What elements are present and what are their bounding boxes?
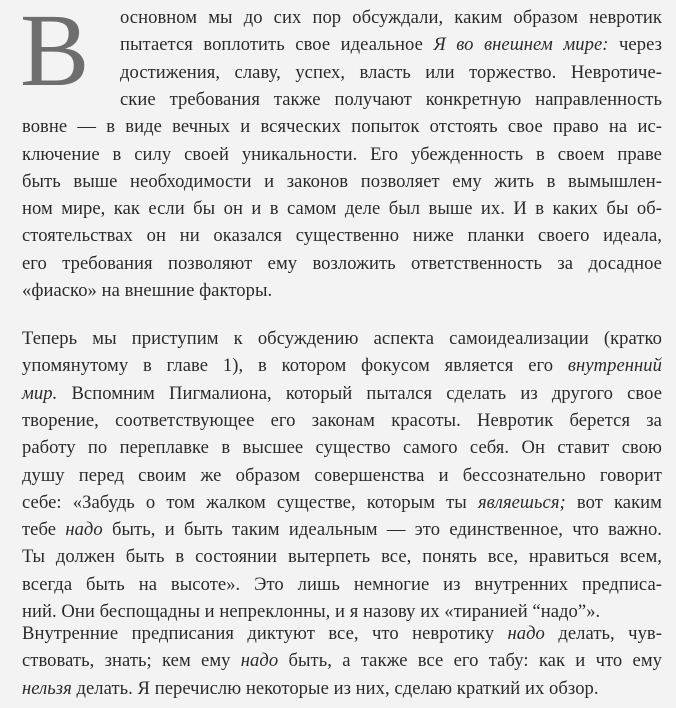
text-line: душу перед своим же образом совершенства и бессознательно говорит — [22, 464, 662, 486]
italic-text: являешься; — [477, 491, 566, 513]
italic-text: мир. — [22, 382, 58, 404]
italic-text: нельзя — [22, 677, 72, 699]
text-line: нельзя делать. Я перечислю некоторые из них, сделаю краткий их обзор. — [22, 677, 599, 699]
text-line: мир. Вспомним Пигмалиона, который пытался сделать из другого свое — [22, 382, 662, 404]
text-line: Теперь мы приступим к обсуждению аспекта самоидеализации (кратко — [22, 328, 662, 349]
text-line: творение, соответствующее его законам красоты. Невротик берется за — [22, 409, 662, 431]
text-line: тебе надо быть, и быть таким идеальным — это единственное, что важно. — [22, 519, 662, 541]
text-line: пытается воплотить свое идеальное Я во внешнем мире: через — [120, 34, 663, 56]
italic-text: надо — [65, 519, 103, 541]
text-line: ские требования также получают конкретную направленность — [120, 88, 662, 110]
text-line: работу по переплавке в высшее существо самого себя. Он ставит свою — [22, 437, 662, 459]
text-line: ствовать, знать; кем ему надо быть, а также все его табу: как и что ему — [22, 650, 662, 672]
text-line: «фиаско» на внешние факторы. — [22, 280, 273, 301]
text-line: ний. Они беспощадны и непреклонны, и я назову их «тиранией “надо”». — [22, 601, 601, 622]
italic-text: надо — [240, 650, 279, 672]
text-line: достижения, славу, успех, власть или торжество. Невротиче- — [120, 61, 662, 83]
text-line: всегда быть на высоте». Это лишь немногие из внутренних предписа- — [22, 573, 662, 595]
italic-text: надо — [507, 623, 545, 644]
text-line: Внутренние предписания диктуют все, что невротику надо делать, чув- — [22, 623, 662, 644]
text-line: его требования позволяют ему возложить ответственность за досадное — [22, 252, 662, 274]
text-line: себе: «Забудь о том жалком существе, которым ты являешься; вот каким — [22, 491, 662, 513]
text-line: Ты должен быть в состоянии вытерпеть все, понять все, нравиться всем, — [22, 546, 662, 568]
drop-cap-letter: В — [20, 0, 90, 108]
text-line: ключение в силу своей уникальности. Его убежденность в своем праве — [22, 143, 662, 165]
text-line: стоятельствах он ни оказался существенно ниже планки своего идеала, — [22, 225, 662, 247]
italic-text: Я во внешнем мире: — [433, 34, 609, 56]
italic-text: внутренний — [567, 355, 662, 377]
text-line: ном мире, как если бы он и в самом деле был выше их. И в каких бы об- — [22, 198, 662, 220]
text-line: быть выше необходимости и законов позволяет ему жить в вымышлен- — [22, 170, 662, 192]
text-line: вовне — в виде вечных и всяческих попыток отстоять свое право на ис- — [22, 116, 662, 138]
text-line: основном мы до сих пор обсуждали, каким образом невротик — [120, 7, 662, 28]
text-line: упомянутому в главе 1), в котором фокусом является его внутренний — [22, 355, 662, 377]
